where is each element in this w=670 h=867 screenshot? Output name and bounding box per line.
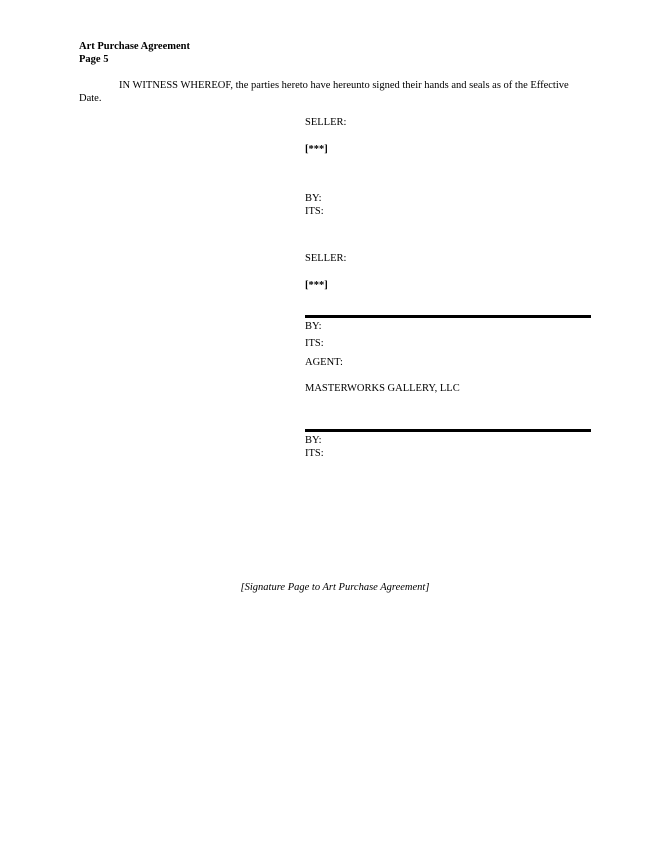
seller-1-its-label: ITS: xyxy=(305,206,324,217)
seller-2-name: [***] xyxy=(305,280,328,291)
seller-2-by-label: BY: xyxy=(305,321,322,332)
witness-paragraph-line-2: Date. xyxy=(79,93,102,104)
seller-2-role-label: SELLER: xyxy=(305,253,347,264)
seller-1-role-label: SELLER: xyxy=(305,117,347,128)
signature-page-footer: [Signature Page to Art Purchase Agreement] xyxy=(240,582,430,593)
seller-1-by-label: BY: xyxy=(305,193,322,204)
witness-paragraph-line-1: IN WITNESS WHEREOF, the parties hereto have hereunto signed their hands and seals as of the Effective xyxy=(119,80,569,91)
seller-1-name: [***] xyxy=(305,144,328,155)
agent-signature-line xyxy=(305,429,591,432)
agent-its-label: ITS: xyxy=(305,448,324,459)
agent-name: MASTERWORKS GALLERY, LLC xyxy=(305,383,460,394)
seller-2-its-label: ITS: xyxy=(305,338,324,349)
seller-2-signature-line xyxy=(305,315,591,318)
document-title: Art Purchase Agreement xyxy=(79,41,190,52)
agent-role-label: AGENT: xyxy=(305,357,343,368)
agent-by-label: BY: xyxy=(305,435,322,446)
page-number: Page 5 xyxy=(79,54,109,65)
